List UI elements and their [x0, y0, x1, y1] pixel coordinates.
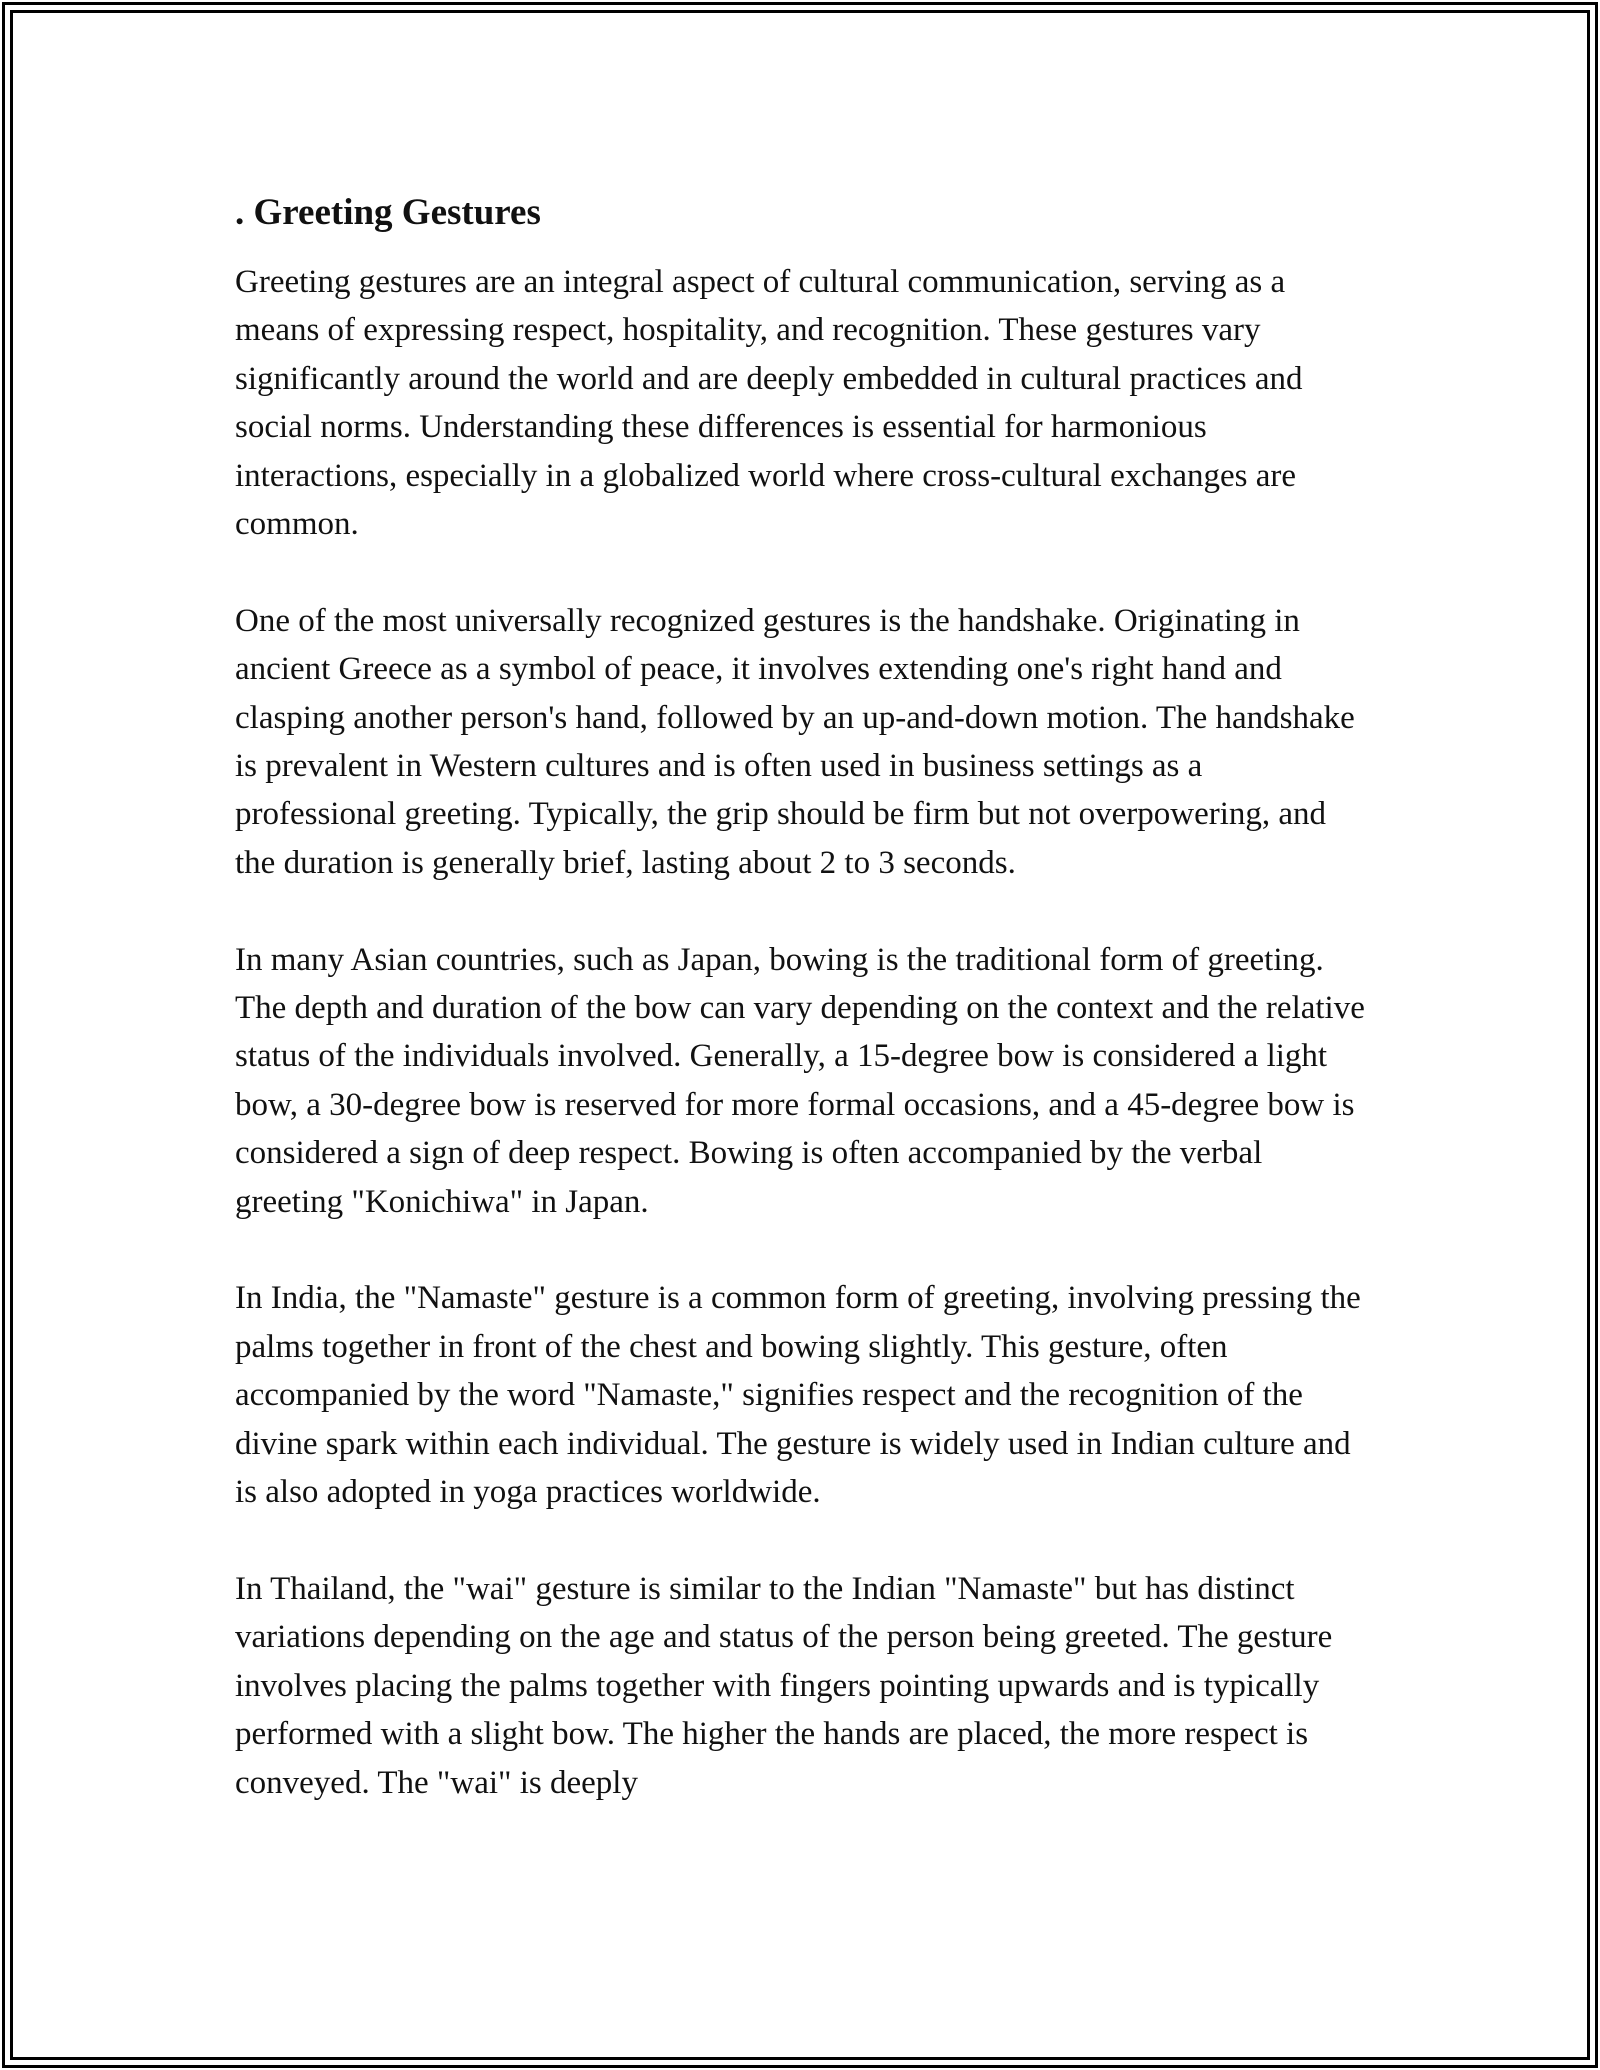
- paragraph-introduction: Greeting gestures are an integral aspect of cultural communication, serving as a means of expressing respect, hospitality, and recognition. These gestures vary significantly around the world and are deeply embedded in cultural practices and social norms. Understanding these differences is essential for harmonious interactions, especially in a globalized world where cross-cultural exchanges are common.: [235, 264, 1303, 543]
- document-body: [235, 188, 1370, 1855]
- paragraph-namaste: In India, the "Namaste" gesture is a common form of greeting, involving pressing the palms together in front of the chest and bowing slightly. This gesture, often accompanied by the word "Namaste," signifies respect and the recognition of the divine spark within each individual. The gesture is widely used in Indian culture and is also adopted in yoga practices worldwide.: [235, 1280, 1361, 1511]
- paragraph-handshake: One of the most universally recognized gestures is the handshake. Originating in ancient Greece as a symbol of peace, it involves extending one's right hand and clasping another person's hand, followed by an up-and-down motion. The handshake is prevalent in Western cultures and is often used in business settings as a professional greeting. Typically, the grip should be firm but not overpowering, and the duration is generally brief, lasting about 2 to 3 seconds.: [235, 602, 1355, 881]
- section-heading: . Greeting Gestures: [235, 192, 541, 233]
- paragraph-wai: In Thailand, the "wai" gesture is similar to the Indian "Namaste" but has distinct variations depending on the age and status of the person being greeted. The gesture involves placing the palms together with fingers pointing upwards and is typically performed with a slight bow. The higher the hands are placed, the more respect is conveyed. The "wai" is deeply: [235, 1570, 1333, 1801]
- paragraph-bowing: In many Asian countries, such as Japan, bowing is the traditional form of greeting. The depth and duration of the bow can vary depending on the context and the relative status of the individuals involved. Generally, a 15-degree bow is considered a light bow, a 30-degree bow is reserved for more formal occasions, and a 45-degree bow is considered a sign of deep respect. Bowing is often accompanied by the verbal greeting "Konichiwa" in Japan.: [235, 941, 1365, 1220]
